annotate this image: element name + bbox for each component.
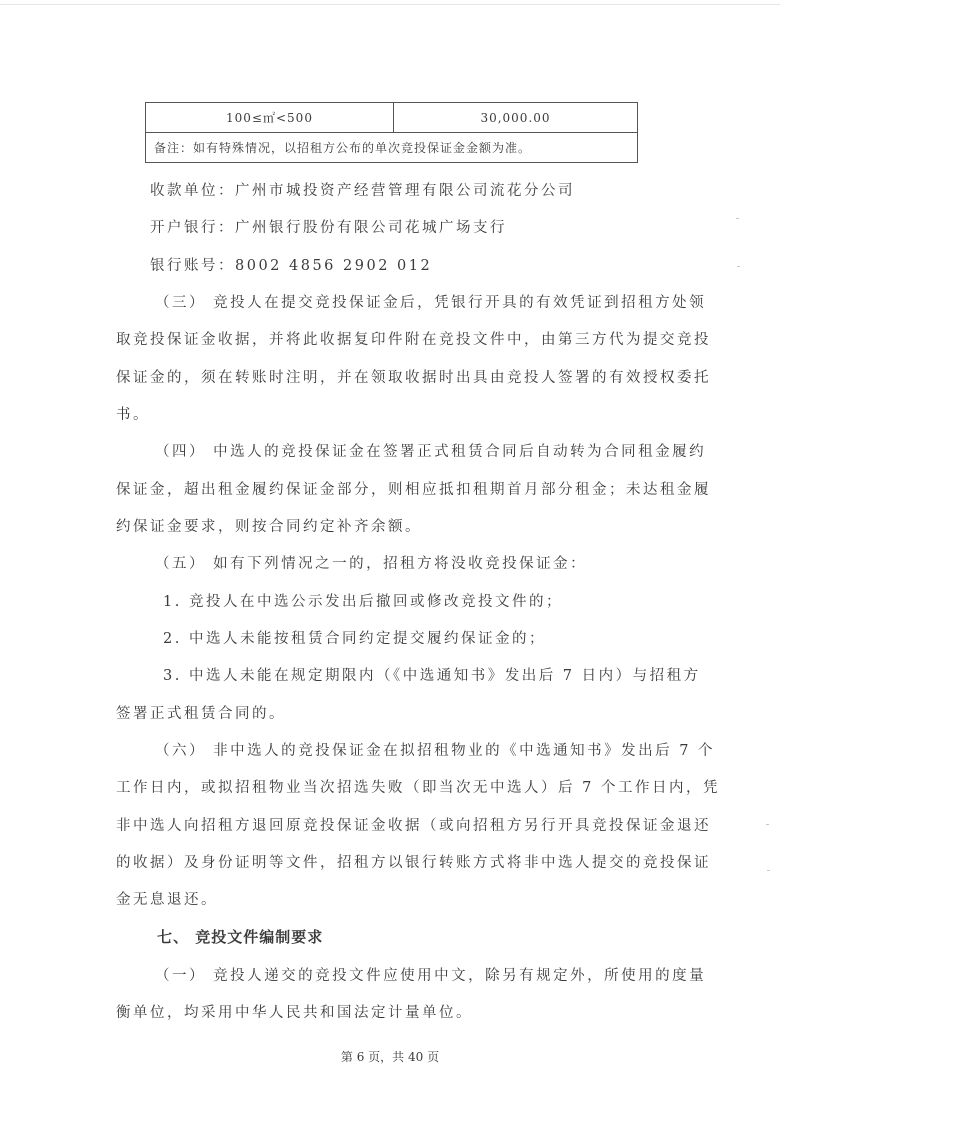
list-item: 1. 竞投人在中选公示发出后撤回或修改竞投文件的； — [163, 594, 563, 610]
paragraph-4-line: 保证金，超出租金履约保证金部分，则相应抵扣租期首月部分租金；未达租金履 — [116, 482, 711, 498]
paragraph-3-line: 取竞投保证金收据，并将此收据复印件附在竞投文件中，由第三方代为提交竞投 — [116, 332, 711, 348]
paragraph-5-intro: （五） 如有下列情况之一的，招租方将没收竞投保证金： — [155, 556, 588, 572]
table-row — [146, 103, 638, 133]
table-note-row — [146, 133, 638, 163]
paragraph-3-line: 书。 — [116, 407, 150, 423]
scan-speck — [737, 266, 740, 267]
list-item-continuation: 签署正式租赁合同的。 — [116, 706, 286, 722]
paragraph-6-line: 非中选人向招租方退回原竞投保证金收据（或向招租方另行开具竞投保证金退还 — [116, 818, 711, 834]
scan-speck — [736, 218, 739, 219]
paragraph-7-1-line: 衡单位，均采用中华人民共和国法定计量单位。 — [116, 1005, 473, 1021]
scan-speck — [767, 870, 770, 871]
paragraph-6-line: 的收据）及身份证明等文件，招租方以银行转账方式将非中选人提交的竞投保证 — [116, 855, 711, 871]
section-7-heading: 七、 竞投文件编制要求 — [157, 928, 324, 946]
paragraph-4-line: （四） 中选人的竞投保证金在签署正式租赁合同后自动转为合同租金履约 — [155, 444, 707, 460]
amount-cell: 30,000.00 — [394, 103, 638, 133]
paragraph-6-line: 金无息退还。 — [116, 892, 218, 908]
account-number-line: 银行账号：8002 4856 2902 012 — [150, 258, 433, 274]
scan-speck — [766, 824, 769, 825]
page-top-edge — [0, 4, 780, 5]
payee-line: 收款单位：广州市城投资产经营管理有限公司流花分公司 — [150, 183, 575, 199]
paragraph-4-line: 约保证金要求，则按合同约定补齐余额。 — [116, 519, 422, 535]
bank-line: 开户银行：广州银行股份有限公司花城广场支行 — [150, 220, 507, 236]
list-item: 3. 中选人未能在规定期限内（《中选通知书》发出后 7 日内）与招租方 — [163, 668, 701, 684]
paragraph-3-line: （三） 竞投人在提交竞投保证金后，凭银行开具的有效凭证到招租方处领 — [155, 295, 707, 311]
paragraph-3-line: 保证金的，须在转账时注明，并在领取收据时出具由竞投人签署的有效授权委托 — [116, 370, 711, 386]
paragraph-7-1-line: （一） 竞投人递交的竞投文件应使用中文，除另有规定外，所使用的度量 — [155, 968, 707, 984]
deposit-table — [145, 102, 638, 163]
list-item: 2. 中选人未能按租赁合同约定提交履约保证金的； — [163, 631, 546, 647]
paragraph-6-line: （六） 非中选人的竞投保证金在拟招租物业的《中选通知书》发出后 7 个 — [155, 743, 716, 759]
paragraph-6-line: 工作日内，或拟招租物业当次招选失败（即当次无中选人）后 7 个工作日内，凭 — [116, 780, 720, 796]
table-note: 备注：如有特殊情况，以招租方公布的单次竞投保证金金额为准。 — [146, 133, 638, 163]
range-cell: 100≤㎡<500 — [146, 103, 394, 133]
page-footer: 第 6 页，共 40 页 — [340, 1050, 440, 1064]
